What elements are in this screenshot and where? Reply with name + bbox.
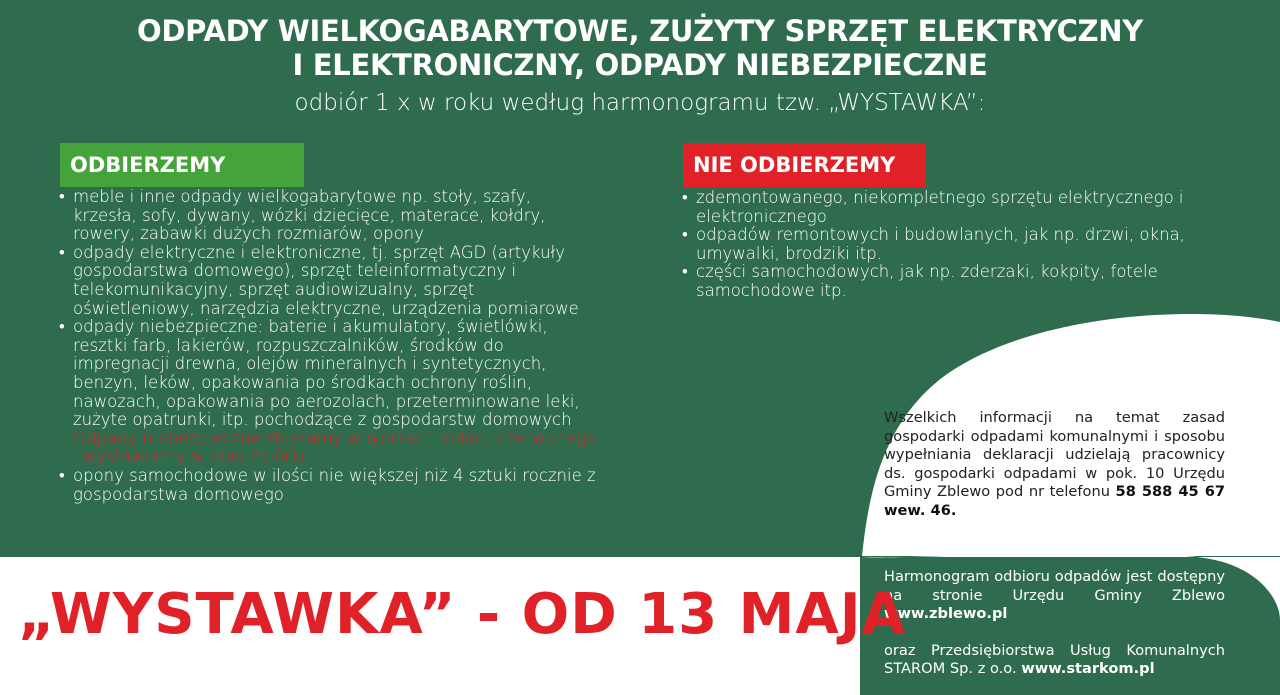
starkom-link[interactable]: www.starkom.pl bbox=[1021, 660, 1155, 677]
zblewo-link[interactable]: www.zblewo.pl bbox=[884, 605, 1008, 622]
list-item: • zdemontowanego, niekompletnego sprzętu elektrycznego i elektronicznego bbox=[681, 189, 1221, 226]
hazard-note: Odpady niebezpieczne zbieramy w workach koloru czerwonego i wystawiamy w dniu zbiórki. bbox=[73, 428, 597, 467]
phone-number[interactable]: 58 588 45 67 wew. 46. bbox=[884, 483, 1226, 519]
list-item: • odpady elektryczne i elektroniczne, tj. sprzęt AGD (artykuły gospodarstwa domowego), sprzęt teleinformatyczny i telekomunikacyjny, sprzęt audiowizualny, sprzęt oświetleniowy, narzędzia elektryczne, urządzenia pomiarowe bbox=[58, 244, 598, 318]
page-subtitle: odbiór 1 x w roku według harmonogramu tzw. „WYSTAWKA”: bbox=[294, 90, 986, 116]
accepted-list bbox=[58, 188, 598, 504]
page-title-line2: I ELEKTRONICZNY, ODPADY NIEBEZPIECZNE bbox=[292, 48, 988, 82]
page-title-line1: ODPADY WIELKOGABARYTOWE, ZUŻYTY SPRZĘT ELEKTRYCZNY bbox=[137, 14, 1143, 48]
rejected-badge: NIE ODBIERZEMY bbox=[683, 143, 926, 187]
list-item: • opony samochodowe w ilości nie większej niż 4 sztuki rocznie z gospodarstwa domowego bbox=[58, 467, 598, 504]
wystawka-headline: „WYSTAWKA” - OD 13 MAJA bbox=[18, 582, 906, 647]
contact-info: Wszelkich informacji na temat zasad gospodarki odpadami komunalnymi i sposobu wypełniania deklaracji udzielają pracownicy ds. gospodarki odpadami w pok. 10 Urzędu Gminy Zblewo pod nr telefonu 58 588 45 67 wew. 46. bbox=[884, 409, 1226, 519]
accepted-badge: ODBIERZEMY bbox=[60, 143, 304, 187]
list-item: • odpady niebezpieczne: baterie i akumulatory, świetlówki, resztki farb, lakierów, rozpuszczalników, środków do impregnacji drewna, olejów mineralnych i syntetycznych, benzyn, leków, opakowania po środkach ochrony roślin, nawozach, opakowania po aerozolach, przeterminowane leki, zużyte opatrunki, itp. pochodzące z gospodarstw domowych Odpady niebezpieczne zbieramy w workach koloru czerwonego i wystawiamy w dniu zbiórki. bbox=[58, 318, 598, 467]
schedule-info: Harmonogram odbioru odpadów jest dostępny na stronie Urzędu Gminy Zblewo www.zblewo.pl oraz Przedsiębiorstwa Usług Komunalnych STAROM Sp. z o.o. www.starkom.pl bbox=[884, 568, 1225, 677]
list-item: • części samochodowych, jak np. zderzaki, kokpity, fotele samochodowe itp. bbox=[681, 263, 1221, 300]
list-item: • meble i inne odpady wielkogabarytowe np. stoły, szafy, krzesła, sofy, dywany, wózki dziecięce, materace, kołdry, rowery, zabawki dużych rozmiarów, opony bbox=[58, 188, 598, 244]
list-item: • odpadów remontowych i budowlanych, jak np. drzwi, okna, umywalki, brodziki itp. bbox=[681, 226, 1221, 263]
rejected-list bbox=[681, 189, 1221, 301]
